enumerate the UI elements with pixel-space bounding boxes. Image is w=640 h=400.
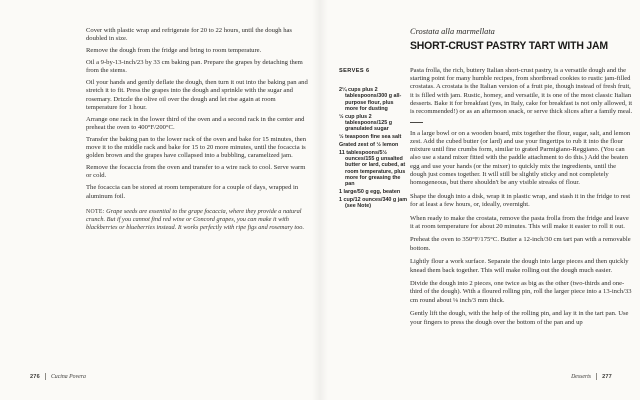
right-page-text-column bbox=[410, 67, 634, 332]
method-paragraph: Gently lift the dough, with the help of the rolling pin, and lay it in the tart pan. Use your fingers to press the dough over the bottom of the pan and up bbox=[410, 310, 629, 326]
ingredient-item: 2¼ cups plus 2 tablespoons/300 g all-purpose flour, plus more for dusting bbox=[339, 87, 402, 112]
recipe-step: Oil a 9-by-13-inch/23 by 33 cm baking pan. Prepare the grapes by detaching them from the stems. bbox=[86, 58, 303, 75]
recipe-step: Cover with plastic wrap and refrigerate for 20 to 22 hours, until the dough has doubled in size. bbox=[86, 27, 293, 43]
serves-label: SERVES 6 bbox=[339, 68, 370, 74]
ingredient-item: ½ cup plus 2 tablespoons/125 g granulated sugar bbox=[339, 113, 393, 133]
ingredient-item: 1 large/50 g egg, beaten bbox=[339, 188, 401, 195]
method-paragraph: Divide the dough into 2 pieces, one twice as big as the other (two-thirds and one-third of the dough). With a floured rolling pin, roll the larger piece into a 13-inch/33 cm round about ⅛ inch/3 mm thick. bbox=[410, 280, 632, 304]
recipe-title-italian: Crostata alla marmellata bbox=[410, 27, 495, 36]
section-running-head: Desserts bbox=[571, 373, 592, 380]
method-paragraph: Lightly flour a work surface. Separate the dough into large pieces and then quickly knead them back together. This will make rolling out the dough much easier. bbox=[410, 258, 629, 274]
left-page-footer bbox=[30, 373, 86, 380]
left-page-number: 276 bbox=[30, 373, 40, 380]
note-label: NOTE: bbox=[86, 208, 105, 215]
method-paragraph: When ready to make the crostata, remove the pasta frolla from the fridge and leave it at room temperature for about 20 minutes. This will make it easier to roll it out. bbox=[410, 214, 629, 230]
ingredient-item: 11 tablespoons/5½ ounces/155 g unsalted butter or lard, cubed, at room temperature, plus more for greasing the pan bbox=[339, 149, 406, 188]
ingredient-item: Grated zest of ½ lemon bbox=[339, 141, 399, 148]
method-paragraph: Preheat the oven to 350°F/175°C. Butter a 12-inch/30 cm tart pan with a removable bottom. bbox=[410, 236, 631, 252]
recipe-title: SHORT-CRUST PASTRY TART WITH JAM bbox=[410, 40, 608, 52]
footer-divider bbox=[596, 373, 597, 380]
book-title-running-head: Cucina Povera bbox=[50, 373, 86, 380]
ingredients-list bbox=[339, 87, 407, 211]
page-gutter-shadow bbox=[312, 0, 328, 400]
recipe-step: Transfer the baking pan to the lower rack of the oven and bake for 15 minutes, then move it to the middle rack and bake for 15 to 20 more minutes, until the focaccia is golden brown and the grapes have collapsed into a bubbling, caramelized jam. bbox=[86, 135, 307, 160]
section-divider bbox=[410, 122, 423, 123]
ingredient-item: ½ teaspoon fine sea salt bbox=[339, 134, 402, 141]
right-page-footer bbox=[571, 373, 612, 380]
note-text: Grape seeds are essential to the grape focaccia, where they provide a natural crunch. But if you cannot find red wine or Concord grapes, you can make it with blackberries or blueberries instead. It works perfectly with ripe figs and rosemary too. bbox=[86, 207, 305, 232]
recipe-step: Remove the focaccia from the oven and transfer to a wire rack to cool. Serve warm or cold. bbox=[86, 164, 306, 180]
recipe-step: Arrange one rack in the lower third of the oven and a second rack in the center and preheat the oven to 400°F/200°C. bbox=[86, 115, 305, 131]
right-page-number: 277 bbox=[602, 373, 612, 380]
recipe-step: Remove the dough from the fridge and bring to room temperature. bbox=[86, 47, 262, 55]
ingredient-item: 1 cup/12 ounces/340 g jam (see Note) bbox=[339, 196, 408, 210]
method-paragraph: Shape the dough into a disk, wrap it in plastic wrap, and stash it in the fridge to rest for at least a few hours, or, ideally, overnight. bbox=[410, 192, 631, 208]
left-page-text-column bbox=[86, 27, 308, 236]
recipe-note bbox=[86, 208, 308, 232]
footer-divider bbox=[45, 373, 46, 380]
recipe-step: Oil your hands and gently deflate the dough, then turn it out into the baking pan and stretch it to fit. Press the grapes into the dough and sprinkle with the sugar and rosemary. Drizzle the olive oil over the dough and let rise again at room temperature for 1 hour. bbox=[86, 78, 308, 111]
method-paragraph: In a large bowl or on a wooden board, mix together the flour, sugar, salt, and lemon zest. Add the cubed butter (or lard) and use your fingertips to rub it into the flour mixture until fine crumbs form, similar to grated Parmigiano-Reggiano. (You can also use a stand mixer fitted with the paddle attachment to do this.) Add the beaten egg and use your hands (or the mixer) to quickly mix the ingredients, until the dough just comes together. It will still be slightly sticky and not completely homogeneous, but there shouldn't be any visible streaks of flour. bbox=[410, 129, 631, 186]
recipe-step: The focaccia can be stored at room temperature for a couple of days, wrapped in aluminum foil. bbox=[86, 184, 299, 200]
intro-paragraph: Pasta frolla, the rich, buttery Italian short-crust pastry, is a versatile dough and the starting point for many humble recipes, from shortbread cookies to rustic jam-filled crostatas. A crostata is the Italian version of a fruit pie, though instead of fresh fruit, it is filled with jam. Rustic, homey, and versatile, it is one of the most classic Italian desserts. Bake it for breakfast (yes, in Italy, cake for breakfast is not only allowed, it is recommended!) or as an afternoon snack, or serve thick slices after a family meal. bbox=[410, 67, 633, 116]
